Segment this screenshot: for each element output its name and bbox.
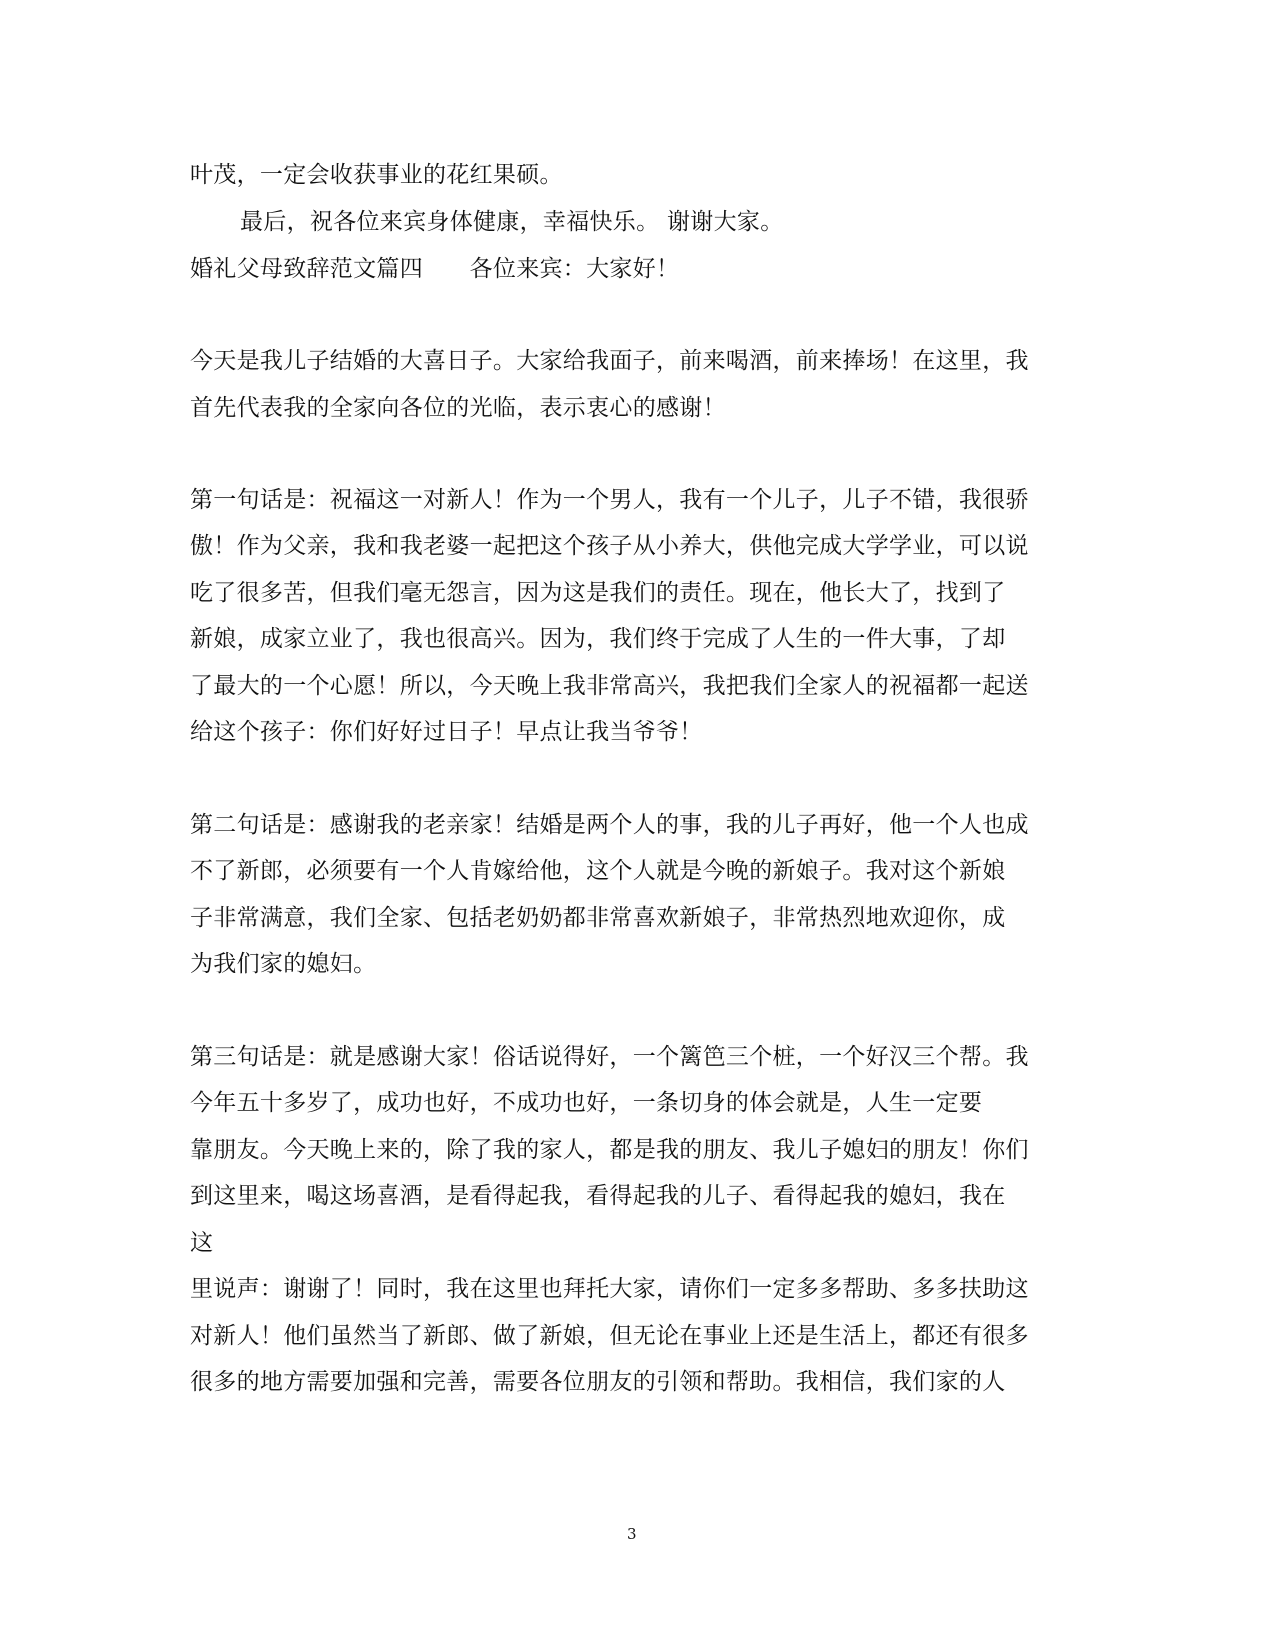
text-line: 到这里来，喝这场喜酒，是看得起我，看得起我的儿子、看得起我的媳妇，我在 xyxy=(190,1183,1006,1209)
text-line: 给这个孩子：你们好好过日子！早点让我当爷爷！ xyxy=(190,719,703,745)
text-line: 吃了很多苦，但我们毫无怨言，因为这是我们的责任。现在，他长大了，找到了 xyxy=(190,580,1006,606)
text-line: 今天是我儿子结婚的大喜日子。大家给我面子，前来喝酒，前来捧场！在这里，我 xyxy=(190,348,1029,374)
text-line: 最后，祝各位来宾身体健康，幸福快乐。 谢谢大家。 xyxy=(240,209,784,235)
text-line: 不了新郎，必须要有一个人肯嫁给他，这个人就是今晚的新娘子。我对这个新娘 xyxy=(190,858,1006,884)
text-line: 靠朋友。今天晚上来的，除了我的家人，都是我的朋友、我儿子媳妇的朋友！你们 xyxy=(190,1137,1029,1163)
text-line: 很多的地方需要加强和完善，需要各位朋友的引领和帮助。我相信，我们家的人 xyxy=(190,1369,1006,1395)
text-line: 第一句话是：祝福这一对新人！作为一个男人，我有一个儿子，儿子不错，我很骄 xyxy=(190,487,1029,513)
text-line: 今年五十多岁了，成功也好，不成功也好，一条切身的体会就是，人生一定要 xyxy=(190,1090,983,1116)
text-line: 子非常满意，我们全家、包括老奶奶都非常喜欢新娘子，非常热烈地欢迎你，成 xyxy=(190,905,1006,931)
page-number: 3 xyxy=(627,1525,637,1543)
text-line: 叶茂，一定会收获事业的花红果硕。 xyxy=(190,162,563,188)
text-line: 为我们家的媳妇。 xyxy=(190,951,377,977)
text-line: 这 xyxy=(190,1230,214,1256)
text-line: 对新人！他们虽然当了新郎、做了新娘，但无论在事业上还是生活上，都还有很多 xyxy=(190,1323,1029,1349)
text-line: 了最大的一个心愿！所以，今天晚上我非常高兴，我把我们全家人的祝福都一起送 xyxy=(190,673,1029,699)
text-line: 里说声：谢谢了！同时，我在这里也拜托大家，请你们一定多多帮助、多多扶助这 xyxy=(190,1276,1029,1302)
text-line: 傲！作为父亲，我和我老婆一起把这个孩子从小养大，供他完成大学学业，可以说 xyxy=(190,533,1029,559)
text-line: 首先代表我的全家向各位的光临，表示衷心的感谢！ xyxy=(190,395,726,421)
text-line: 第三句话是：就是感谢大家！俗话说得好，一个篱笆三个桩，一个好汉三个帮。我 xyxy=(190,1044,1029,1070)
text-line: 新娘，成家立业了，我也很高兴。因为，我们终于完成了人生的一件大事，了却 xyxy=(190,626,1006,652)
section-heading: 婚礼父母致辞范文篇四 各位来宾：大家好！ xyxy=(190,256,680,282)
text-line: 第二句话是：感谢我的老亲家！结婚是两个人的事，我的儿子再好，他一个人也成 xyxy=(190,812,1029,838)
